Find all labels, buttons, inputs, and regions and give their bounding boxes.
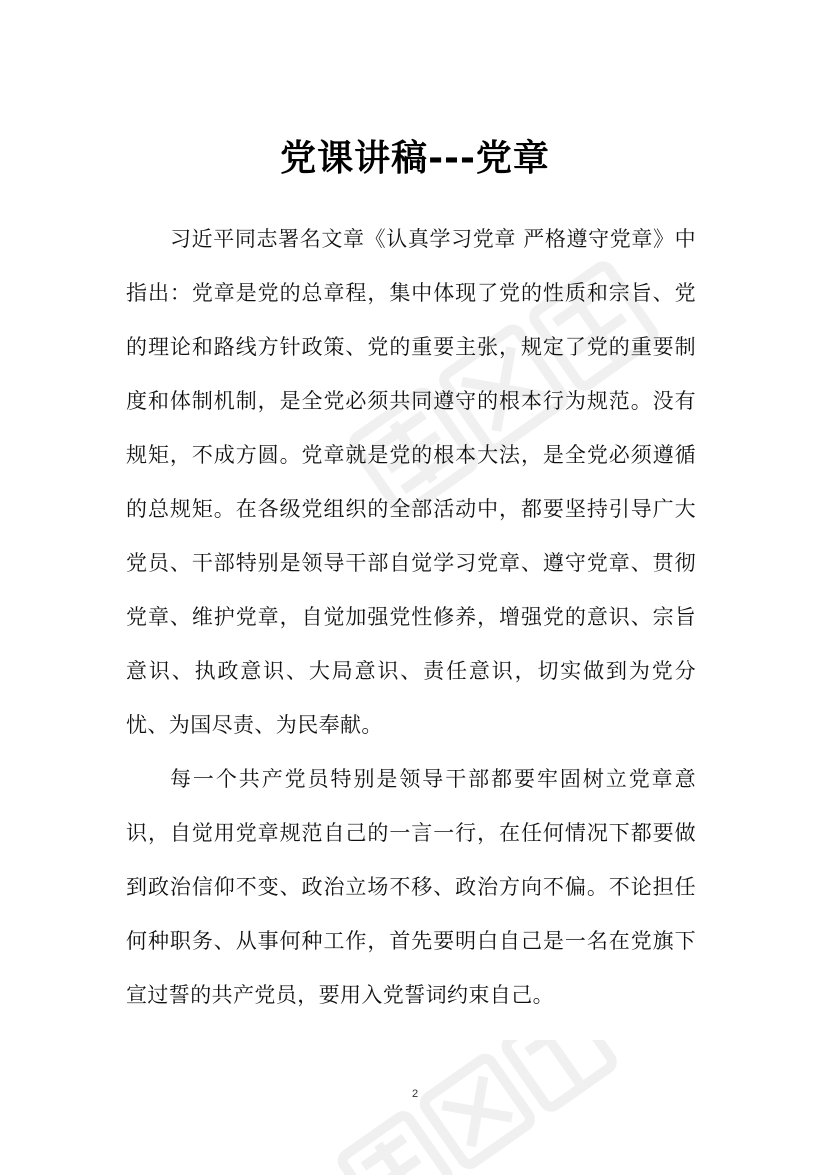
page-number: 2 bbox=[411, 1088, 419, 1100]
watermark-graphic-bottom bbox=[300, 1040, 630, 1175]
paragraph-1: 习近平同志署名文章《认真学习党章 严格遵守党章》中指出：党章是党的总章程，集中体现了党的性质和宗旨、党的理论和路线方针政策、党的重要主张，规定了党的重要制度和体制机制，是全党必须共同遵守的根本行为规范。没有规矩，不成方圆。党章就是党的根本大法，是全党必须遵循的总规矩。在各级党组织的全部活动中，都要坚持引导广大党员、干部特别是领导干部自觉学习党章、遵守党章、贯彻党章、维护党章，自觉加强党性修养，增强党的意识、宗旨意识、执政意识、大局意识、责任意识，切实做到为党分忧、为国尽责、为民奉献。 bbox=[126, 227, 696, 737]
paragraph-2: 每一个共产党员特别是领导干部都要牢固树立党章意识，自觉用党章规范自己的一言一行，在任何情况下都要做到政治信仰不变、政治立场不移、政治方向不偏。不论担任何种职务、从事何种工作，首先要明白自己是一名在党旗下宣过誓的共产党员，要用入党誓词约束自己。 bbox=[126, 767, 696, 1007]
document-title: 党课讲稿---党章 bbox=[280, 138, 550, 180]
